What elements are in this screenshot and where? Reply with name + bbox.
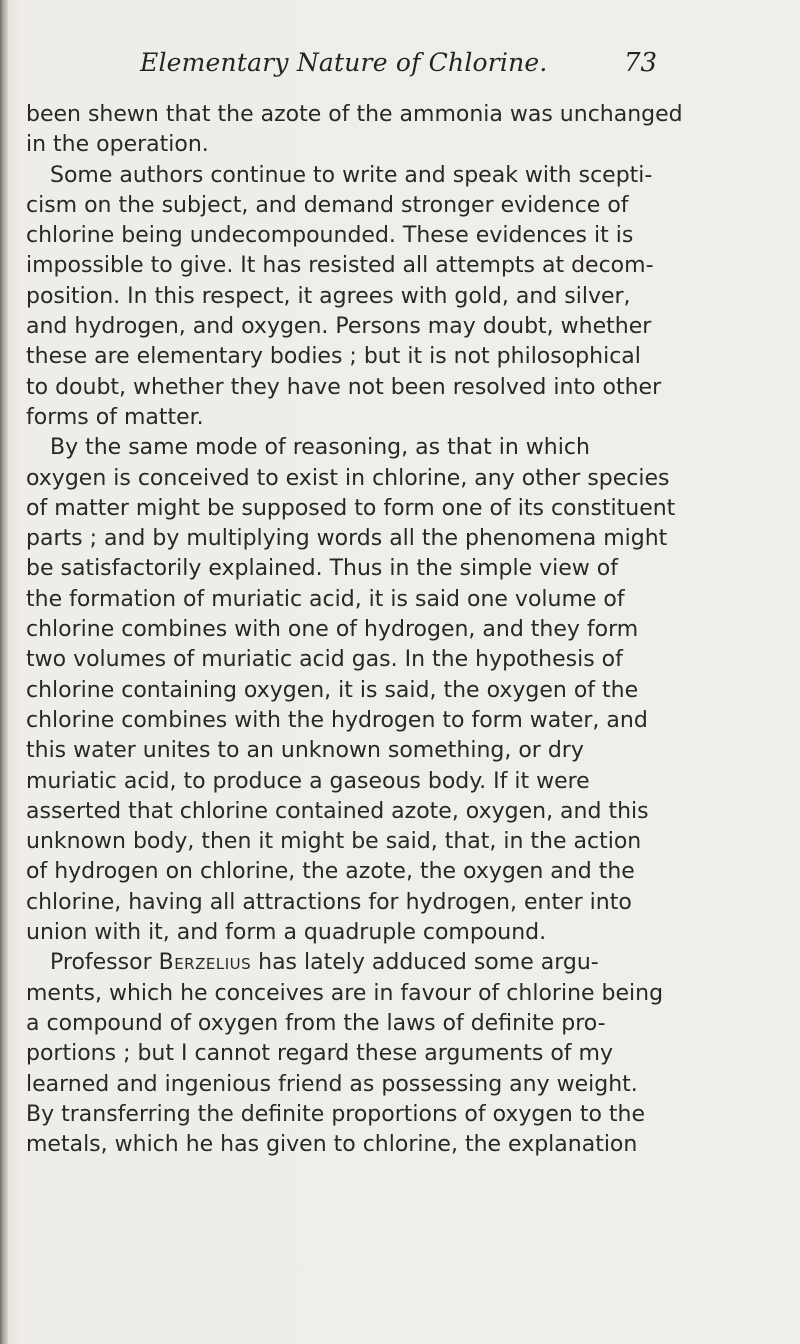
- text-line: By the same mode of reasoning, as that in which: [50, 435, 590, 461]
- text-line: ments, which he conceives are in favour of chlorine being: [26, 980, 664, 1006]
- page-number: 73: [624, 48, 658, 78]
- text-line: unknown body, then it might be said, that, in the action: [26, 829, 642, 855]
- text-line: of hydrogen on chlorine, the azote, the oxygen and the: [26, 859, 635, 885]
- text-line: position. In this respect, it agrees with gold, and silver,: [26, 283, 631, 309]
- author-name: Berzelius: [158, 950, 252, 976]
- text-line: impossible to give. It has resisted all attempts at decom-: [26, 253, 654, 279]
- page-header: [0, 40, 800, 90]
- text-fragment: Professor: [50, 950, 159, 976]
- text-line: be satisfactorily explained. Thus in the simple view of: [26, 556, 618, 582]
- text-line: chlorine combines with the hydrogen to form water, and: [26, 707, 648, 733]
- text-line: learned and ingenious friend as possessing any weight.: [26, 1071, 638, 1097]
- text-line: muriatic acid, to produce a gaseous body. If it were: [26, 768, 590, 794]
- text-line: oxygen is conceived to exist in chlorine, any other species: [26, 465, 670, 491]
- text-line: been shewn that the azote of the ammonia was unchanged: [26, 102, 683, 127]
- text-line: this water unites to an unknown something, or dry: [26, 738, 584, 764]
- running-title: Elementary Nature of Chlorine.: [140, 48, 548, 77]
- text-line: metals, which he has given to chlorine, the explanation: [26, 1132, 638, 1158]
- text-line: Some authors continue to write and speak with scepti-: [50, 162, 653, 188]
- text-line: forms of matter.: [26, 404, 204, 430]
- text-line-berzelius: [26, 948, 788, 978]
- text-line: chlorine being undecompounded. These evidences it is: [26, 223, 634, 249]
- text-line: these are elementary bodies ; but it is not philosophical: [26, 344, 641, 370]
- text-line: parts ; and by multiplying words all the phenomena might: [26, 526, 668, 552]
- text-line: two volumes of muriatic acid gas. In the hypothesis of: [26, 647, 623, 673]
- text-line: chlorine, having all attractions for hydrogen, enter into: [26, 889, 632, 915]
- body-text: [26, 100, 788, 1160]
- text-fragment: has lately adduced some argu-: [251, 950, 599, 976]
- text-line: chlorine containing oxygen, it is said, the oxygen of the: [26, 677, 639, 703]
- text-line: and hydrogen, and oxygen. Persons may doubt, whether: [26, 314, 652, 340]
- text-line: union with it, and form a quadruple compound.: [26, 920, 547, 946]
- binding-gutter: [0, 0, 8, 1344]
- text-line: to doubt, whether they have not been resolved into other: [26, 374, 662, 400]
- text-line: a compound of oxygen from the laws of definite pro-: [26, 1010, 606, 1036]
- text-line: portions ; but I cannot regard these arguments of my: [26, 1041, 613, 1067]
- text-line: the formation of muriatic acid, it is said one volume of: [26, 586, 625, 612]
- text-line: By transferring the definite proportions of oxygen to the: [26, 1101, 646, 1127]
- text-line: of matter might be supposed to form one of its constituent: [26, 495, 676, 521]
- text-line: asserted that chlorine contained azote, oxygen, and this: [26, 798, 649, 824]
- text-line: in the operation.: [26, 132, 209, 158]
- text-line: chlorine combines with one of hydrogen, and they form: [26, 617, 639, 643]
- text-line: cism on the subject, and demand stronger evidence of: [26, 192, 629, 218]
